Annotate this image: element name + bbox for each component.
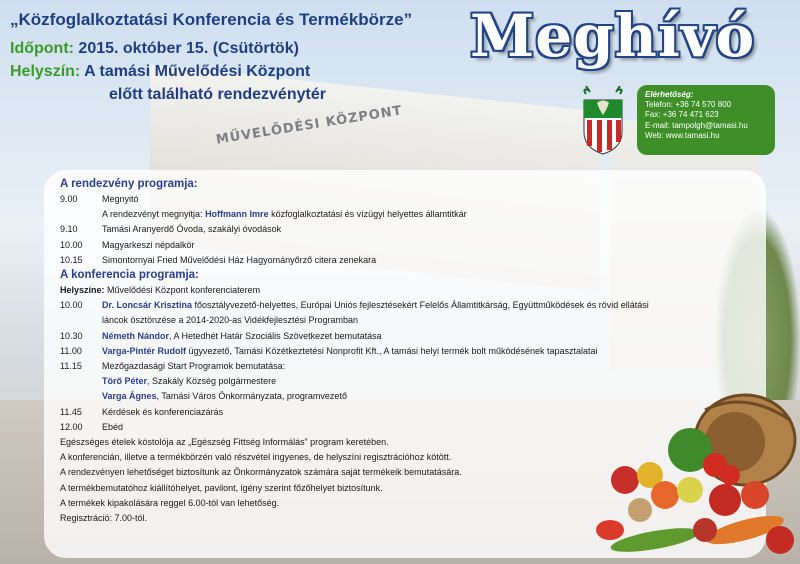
item-text xyxy=(102,344,760,359)
vegetable-basket-image xyxy=(595,380,800,564)
item-time xyxy=(60,374,102,389)
invitation-heading: Meghívó xyxy=(470,2,756,70)
item-rest: , Szakály Község polgármestere xyxy=(147,376,277,387)
note-line: A termékbemutatóhoz kiállítóhelyet, pavilont, igény szerint főzőhelyet biztosítunk. xyxy=(60,482,383,493)
event-title: „Közfoglalkoztatási Konferencia és Termékbörze” xyxy=(10,10,413,29)
speaker-name: Hoffmann Imre xyxy=(205,209,269,220)
item-text: Kérdések és konferenciazárás xyxy=(102,406,224,417)
note-line: Egészséges ételek kóstolója az „Egészség Fittség Informálás” program keretében. xyxy=(60,437,389,448)
item-time: 9.00 xyxy=(60,194,78,204)
item-time: 11.15 xyxy=(60,361,82,372)
item-rest: , Tamási Város Önkormányzata, programvezető xyxy=(156,391,347,402)
contact-heading: Elérhetőség: xyxy=(645,90,694,99)
location-value: Művelődési Központ konferenciaterem xyxy=(104,285,261,296)
item-text: Magyarkeszi népdalkör xyxy=(102,239,195,250)
speaker-name: Törő Péter xyxy=(102,376,148,387)
contact-web[interactable]: Web: www.tamasi.hu xyxy=(645,130,720,140)
item-text: Simontornyai Fried Művelődési Ház Hagyományőrző citera zenekara xyxy=(102,254,377,265)
item-time: 9.10 xyxy=(60,224,78,235)
date-label: Időpont: xyxy=(10,40,74,57)
item-text: Megnyitó xyxy=(102,194,139,204)
program-item xyxy=(60,222,760,237)
note-line: Regisztráció: 7.00-tól. xyxy=(60,513,148,524)
item-time xyxy=(60,207,102,222)
date-value: 2015. október 15. (Csütörtök) xyxy=(78,40,299,57)
contact-fax: Fax: +36 74 471 623 xyxy=(645,110,719,120)
place-line xyxy=(10,63,310,81)
coat-of-arms-icon xyxy=(578,86,628,156)
item-continuation: láncok ösztönzése a 2014-2020-as Vidékfejlesztési Programban xyxy=(102,315,358,326)
program-item xyxy=(60,253,760,268)
item-time xyxy=(60,389,102,404)
item-time: 12.00 xyxy=(60,421,83,432)
building-sign: MŰVELŐDÉSI KÖZPONT xyxy=(214,103,404,148)
event-program-heading: A rendezvény programja: xyxy=(60,178,198,190)
note-line: A konferencián, illetve a termékbörzén való részvétel ingyenes, de helyszíni regisztrációhoz kötött. xyxy=(60,452,452,463)
speaker-name: Varga-Pintér Rudolf xyxy=(102,345,187,356)
item-rest: főosztályvezető-helyettes, Európai Uniós fejlesztésekért Felelős Államtitkárság, Együttműködések és rövid ellátási xyxy=(192,300,649,311)
program-item xyxy=(60,329,760,344)
item-text: Ebéd xyxy=(102,421,124,432)
program-item xyxy=(60,344,760,359)
program-item xyxy=(60,192,760,207)
speaker-name: Varga Ágnes xyxy=(102,391,157,402)
speaker-name: Dr. Loncsár Krisztina xyxy=(102,300,193,311)
conference-location xyxy=(60,283,760,298)
item-time: 10.00 xyxy=(60,239,83,250)
place-line-2: előtt található rendezvénytér xyxy=(109,86,326,103)
item-time: 11.45 xyxy=(60,406,82,417)
place-value: A tamási Művelődési Központ xyxy=(84,63,311,80)
contact-email[interactable]: E-mail: tampolgh@tamasi.hu xyxy=(645,120,748,130)
note-line: A rendezvényen lehetőséget biztosítunk az Önkormányzatok számára saját termékeik bemutatására. xyxy=(60,467,462,478)
date-line xyxy=(10,40,299,58)
contact-box xyxy=(637,85,775,155)
program-item xyxy=(60,207,760,222)
item-time: 10.00 xyxy=(60,300,83,311)
item-time: 11.00 xyxy=(60,345,82,356)
location-label: Helyszíne: xyxy=(60,285,105,296)
item-rest: , A Hetedhét Határ Szociális Szövetkezet bemutatása xyxy=(169,330,382,341)
item-text xyxy=(102,329,760,344)
item-rest: ügyvezető, Tamási Közétkeztetési Nonprofit Kft., A tamási helyi termék bolt működésének tapasztalatai xyxy=(186,345,598,356)
item-time: 10.30 xyxy=(60,330,83,341)
contact-phone: Telefon: +36 74 570 800 xyxy=(645,100,732,110)
item-text: Mezőgazdasági Start Programok bemutatása: xyxy=(102,361,286,372)
program-item xyxy=(60,238,760,253)
conference-program-heading: A konferencia programja: xyxy=(60,269,199,282)
item-rest: közfoglalkoztatási és vízügyi helyettes államtitkár xyxy=(268,209,467,220)
program-item xyxy=(60,359,760,374)
program-item xyxy=(60,298,760,313)
speaker-name: Németh Nándor xyxy=(102,330,170,341)
item-time: 10.15 xyxy=(60,254,83,265)
place-label: Helyszín: xyxy=(10,63,81,80)
item-text: Tamási Aranyerdő Óvoda, szakályi óvodások xyxy=(102,224,282,235)
note-line: A termékek kipakolására reggel 6.00-tól van lehetőség. xyxy=(60,497,280,508)
item-text xyxy=(102,298,760,313)
item-text xyxy=(102,207,760,222)
item-prefix: A rendezvényt megnyitja: xyxy=(102,209,206,220)
